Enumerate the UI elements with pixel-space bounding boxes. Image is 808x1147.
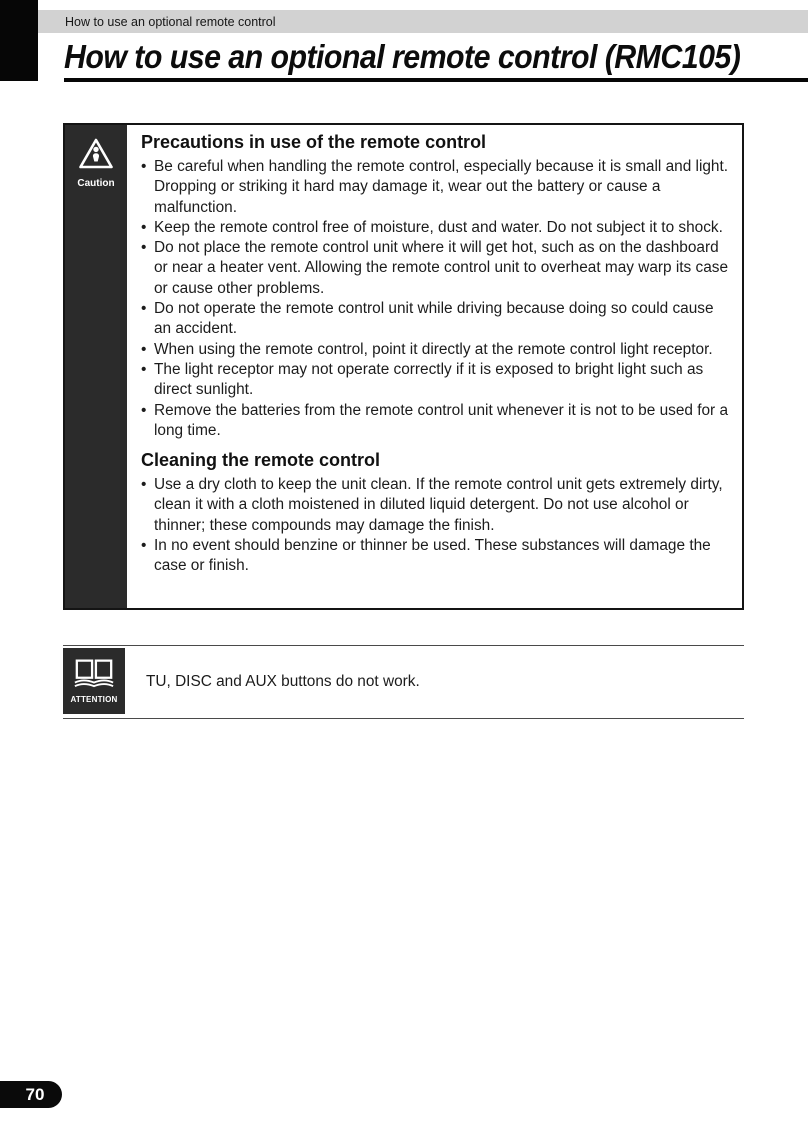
bullet-text: In no event should benzine or thinner be used. These substances will damage the case or finish. bbox=[154, 537, 711, 575]
bullet-dot bbox=[141, 401, 146, 421]
bullet-dot bbox=[141, 475, 146, 495]
bullet-dot bbox=[141, 218, 146, 238]
bullet-item bbox=[141, 238, 733, 299]
bullet-dot bbox=[141, 299, 146, 319]
bullet-text: The light receptor may not operate correctly if it is exposed to bright light such as direct sunlight. bbox=[154, 360, 704, 399]
caution-badge bbox=[65, 125, 127, 608]
bullet-item bbox=[141, 299, 733, 340]
open-book-icon bbox=[73, 658, 115, 693]
bullet-item bbox=[141, 360, 733, 401]
attention-badge-label: ATTENTION bbox=[70, 695, 118, 704]
title-underline-rule bbox=[64, 78, 808, 82]
bullet-dot bbox=[141, 340, 146, 360]
bullet-dot bbox=[141, 157, 146, 177]
caution-box bbox=[63, 123, 744, 610]
attention-section bbox=[63, 645, 744, 719]
attention-badge bbox=[63, 648, 125, 714]
precautions-bullet-list bbox=[141, 157, 733, 441]
running-header-label: How to use an optional remote control bbox=[65, 14, 276, 29]
caution-content bbox=[127, 125, 742, 608]
caution-triangle-icon bbox=[78, 137, 114, 175]
bullet-text: Do not operate the remote control unit while driving because doing so could cause an accident. bbox=[154, 300, 714, 338]
bullet-text: When using the remote control, point it directly at the remote control light receptor. bbox=[154, 340, 713, 358]
bullet-text: Use a dry cloth to keep the unit clean. If the remote control unit gets extremely dirty, clean it with a cloth moistened in diluted liquid detergent. Do not use alcohol or thinner; these compounds may damage the finish. bbox=[154, 476, 723, 534]
bullet-item bbox=[141, 340, 733, 360]
bullet-text: Be careful when handling the remote control, especially because it is small and light. Dropping or striking it hard may damage it, wear out the battery or cause a malfunction. bbox=[154, 158, 729, 216]
bullet-item bbox=[141, 218, 733, 238]
page-number: 70 bbox=[25, 1084, 45, 1104]
bullet-dot bbox=[141, 360, 146, 380]
bullet-dot bbox=[141, 238, 146, 258]
section-heading-cleaning: Cleaning the remote control bbox=[141, 450, 381, 471]
cleaning-bullet-list bbox=[141, 475, 733, 576]
bullet-item bbox=[141, 536, 733, 577]
caution-badge-label: Caution bbox=[77, 178, 115, 189]
section-heading-precautions: Precautions in use of the remote control bbox=[141, 132, 487, 152]
bullet-item bbox=[141, 401, 733, 442]
bullet-text: Do not place the remote control unit where it will get hot, such as on the dashboard or near a heater vent. Allowing the remote control unit to overheat may warp its case or cause other problems. bbox=[154, 239, 729, 297]
bullet-text: Keep the remote control free of moisture, dust and water. Do not subject it to shock. bbox=[154, 218, 723, 236]
corner-tab-block bbox=[0, 0, 38, 81]
page-title: How to use an optional remote control (RMC105) bbox=[64, 38, 741, 75]
bullet-text: Remove the batteries from the remote control unit whenever it is not to be used for a long time. bbox=[154, 401, 729, 439]
bullet-dot bbox=[141, 536, 146, 556]
running-header bbox=[38, 10, 808, 33]
attention-text: TU, DISC and AUX buttons do not work. bbox=[146, 673, 420, 690]
page-number-badge bbox=[0, 1081, 62, 1108]
bullet-item bbox=[141, 475, 733, 536]
bullet-item bbox=[141, 157, 733, 218]
